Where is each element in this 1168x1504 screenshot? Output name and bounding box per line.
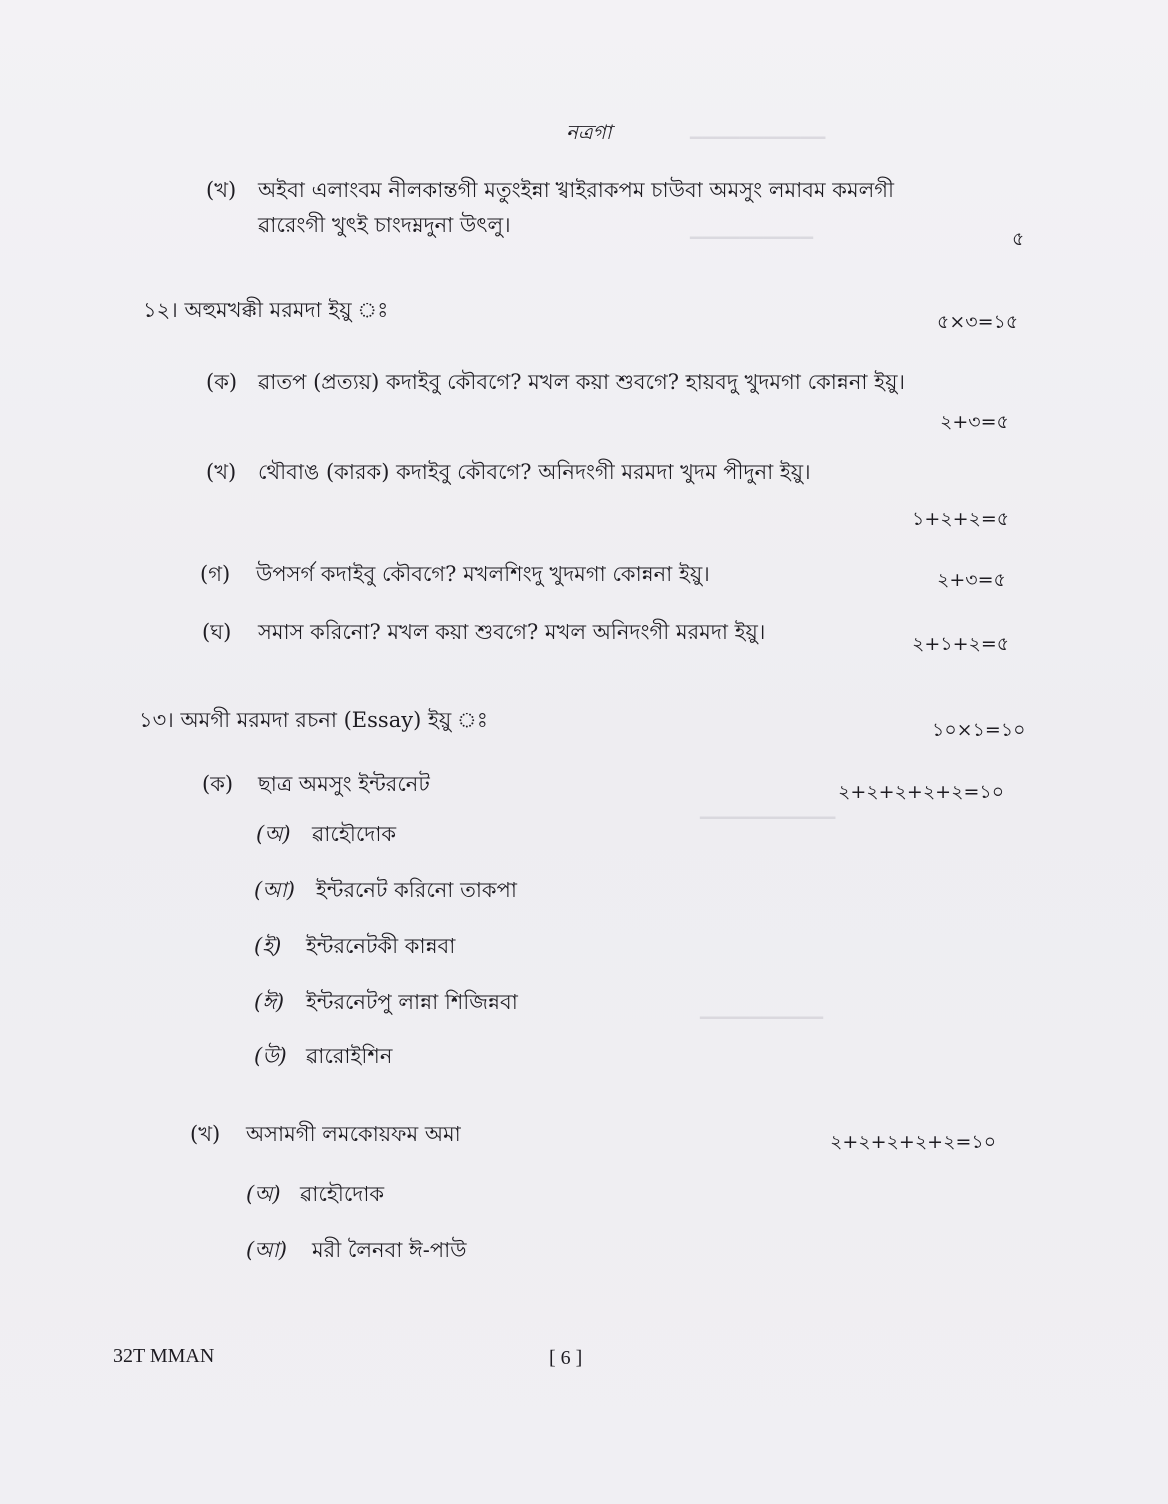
bleed-through-decoration: ▁▁▁▁▁▁▁▁▁▁ bbox=[700, 1000, 824, 1019]
q12-item-marks: ২+৩=৫ bbox=[940, 411, 1009, 433]
q12-item-text: উপসর্গ কদাইবু কৌবগে? মখলশিংদু খুদমগা কোন্ননা ইয়ু। bbox=[256, 562, 710, 586]
q12-item-label: (ক) bbox=[206, 370, 238, 394]
q13-option-label: (ক) bbox=[202, 772, 234, 796]
q13-sub-label: (ই) bbox=[254, 934, 282, 958]
q12-item-text: ৱাতপ (প্রত্যয়) কদাইবু কৌবগে? মখল কয়া শুবগে? হায়বদু খুদমগা কোন্ননা ইয়ু। bbox=[258, 370, 905, 394]
question-12-marks: ৫×৩=১৫ bbox=[937, 311, 1019, 333]
prev-item-marks: ৫ bbox=[1012, 228, 1025, 250]
question-13-title: ১৩। অমগী মরমদা রচনা (Essay) ইয়ু ঃ bbox=[139, 708, 488, 732]
q13-sub-label: (আ) bbox=[254, 878, 295, 902]
q12-item-text: থৌবাঙ (কারক) কদাইবু কৌবগে? অনিদংগী মরমদা খুদম পীদুনা ইয়ু। bbox=[258, 460, 811, 484]
q13-sub-label: (উ) bbox=[254, 1044, 287, 1068]
q13-sub-text: ইন্টরনেটপু লান্না শিজিন্নবা bbox=[306, 990, 518, 1014]
q12-item-label: (ঘ) bbox=[202, 620, 232, 644]
q13-option-text: ছাত্র অমসুং ইন্টরনেট bbox=[258, 772, 430, 796]
question-12-title: ১২। অহুমখক্কী মরমদা ইয়ু ঃ bbox=[143, 298, 389, 322]
q13-sub-text: মরী লৈনবা ঈ-পাউ bbox=[312, 1238, 467, 1262]
q13-sub-text: ৱারোইশিন bbox=[306, 1044, 393, 1068]
q13-sub-label: (অ) bbox=[256, 822, 291, 846]
q13-sub-text: ৱাহৌদোক bbox=[300, 1182, 385, 1206]
bleed-through-decoration: ▁▁▁▁▁▁▁▁▁▁ bbox=[690, 220, 814, 239]
q12-item-marks: ২+১+২=৫ bbox=[912, 633, 1010, 655]
q12-item-label: (খ) bbox=[206, 460, 237, 484]
q12-item-text: সমাস করিনো? মখল কয়া শুবগে? মখল অনিদংগী মরমদা ইয়ু। bbox=[258, 620, 766, 644]
q12-item-label: (গ) bbox=[200, 562, 231, 586]
q12-item-marks: ১+২+২=৫ bbox=[912, 508, 1010, 530]
footer-page-number: [ 6 ] bbox=[549, 1347, 583, 1369]
bleed-through-decoration: ▁▁▁▁▁▁▁▁▁▁▁ bbox=[700, 800, 836, 819]
q13-option-marks: ২+২+২+২+২=১০ bbox=[838, 781, 1005, 803]
q13-sub-label: (আ) bbox=[246, 1238, 287, 1262]
q13-sub-text: ৱাহৌদোক bbox=[312, 822, 397, 846]
q13-sub-text: ইন্টরনেট করিনো তাকপা bbox=[316, 878, 517, 902]
footer-paper-code: 32T MMAN bbox=[113, 1345, 215, 1367]
prev-item-text-line1: অইবা এলাংবম নীলকান্তগী মতুংইন্না খ্বাইরাকপম চাউবা অমসুং লমাবম কমলগী bbox=[258, 178, 895, 202]
q13-option-text: অসামগী লমকোয়ফম অমা bbox=[246, 1122, 461, 1146]
q13-option-marks: ২+২+২+২+২=১০ bbox=[830, 1131, 997, 1153]
q13-option-label: (খ) bbox=[190, 1122, 221, 1146]
page-header-title: নত্রগা bbox=[566, 120, 612, 144]
question-13-marks: ১০×১=১০ bbox=[932, 719, 1026, 741]
q13-sub-label: (ঈ) bbox=[254, 990, 285, 1014]
q13-sub-text: ইন্টরনেটকী কান্নবা bbox=[306, 934, 456, 958]
bleed-through-decoration: ▁▁▁▁▁▁▁▁▁▁▁ bbox=[690, 120, 826, 139]
q13-sub-label: (অ) bbox=[246, 1182, 281, 1206]
prev-item-label: (খ) bbox=[206, 178, 237, 202]
prev-item-text-line2: ৱারেংগী খুৎই চাংদম্নদুনা উৎলু। bbox=[258, 213, 511, 237]
q12-item-marks: ২+৩=৫ bbox=[937, 569, 1006, 591]
